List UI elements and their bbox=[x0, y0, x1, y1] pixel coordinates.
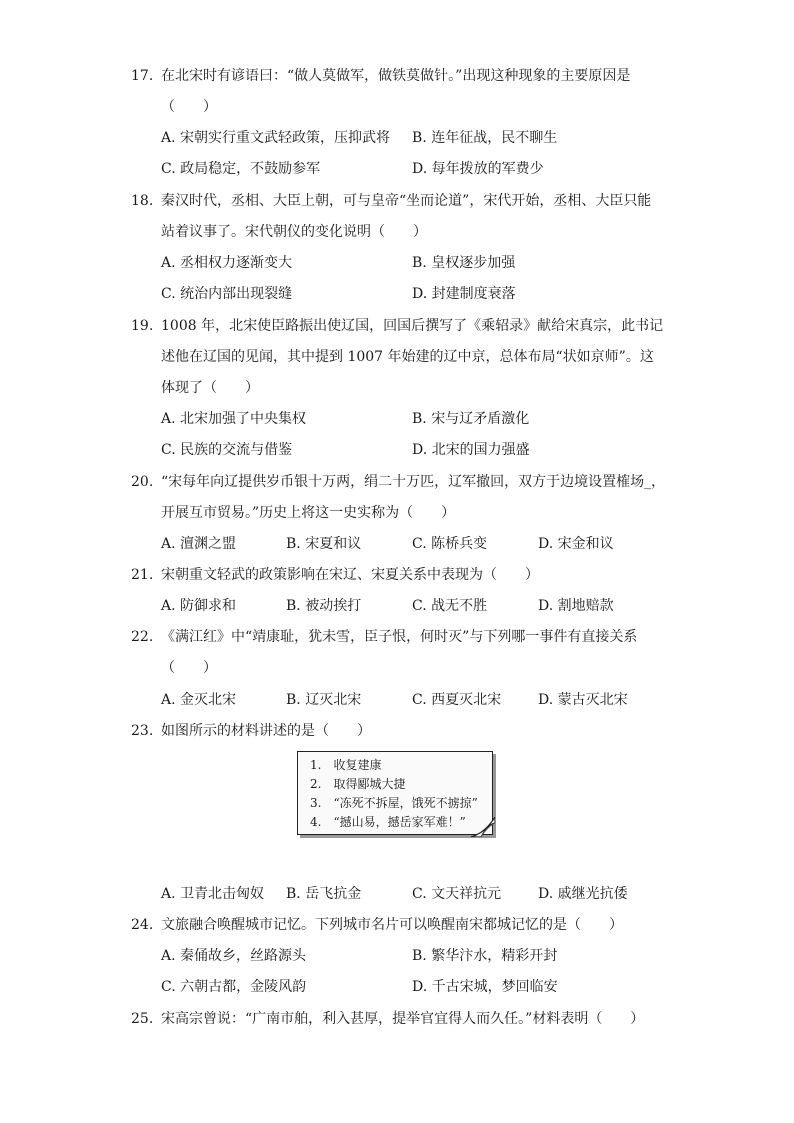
option-a[interactable]: A. 卫青北击匈奴 bbox=[161, 886, 265, 902]
option-d[interactable]: D. 宋金和议 bbox=[538, 536, 614, 552]
option-a[interactable]: A. 丞相权力逐渐变大 bbox=[161, 255, 293, 271]
option-c[interactable]: C. 西夏灭北宋 bbox=[412, 692, 502, 708]
material-item: 1. 收复建康 bbox=[310, 758, 382, 772]
question-stem-line: （ ） bbox=[161, 660, 217, 676]
question-number: 17. bbox=[131, 68, 154, 84]
option-c[interactable]: C. 陈桥兵变 bbox=[412, 536, 488, 552]
option-d[interactable]: D. 千古宋城，梦回临安 bbox=[412, 979, 558, 995]
question-stem-line: 述他在辽国的见闻，其中提到 1007 年始建的辽中京，总体布局“状如京师”。这 bbox=[161, 349, 654, 365]
question-stem-line: 在北宋时有谚语曰：“做人莫做军，做铁莫做针。”出现这种现象的主要原因是 bbox=[161, 68, 631, 84]
option-b[interactable]: B. 被动挨打 bbox=[286, 598, 362, 614]
option-a[interactable]: A. 防御求和 bbox=[161, 598, 237, 614]
option-a[interactable]: A. 秦俑故乡，丝路源头 bbox=[161, 948, 307, 964]
material-item: 2. 取得郾城大捷 bbox=[310, 777, 406, 791]
option-c[interactable]: C. 政局稳定，不鼓励参军 bbox=[161, 161, 321, 177]
option-d[interactable]: D. 戚继光抗倭 bbox=[538, 886, 628, 902]
material-note-box bbox=[297, 751, 493, 835]
option-d[interactable]: D. 蒙古灭北宋 bbox=[538, 692, 628, 708]
question-stem-line: 站着议事了。宋代朝仪的变化说明（ ） bbox=[161, 224, 427, 240]
option-d[interactable]: D. 割地赔款 bbox=[538, 598, 614, 614]
question-stem-line: 宋高宗曾说：“广南市舶，利入甚厚，提举官宜得人而久任。”材料表明（ ） bbox=[161, 1011, 645, 1027]
option-d[interactable]: D. 每年拨放的军费少 bbox=[412, 161, 544, 177]
question-stem-line: 秦汉时代，丞相、大臣上朝，可与皇帝“坐而论道”，宋代开始，丞相、大臣只能 bbox=[161, 193, 652, 209]
option-c[interactable]: C. 战无不胜 bbox=[412, 598, 488, 614]
option-b[interactable]: B. 宋夏和议 bbox=[286, 536, 362, 552]
material-figure bbox=[297, 751, 497, 839]
question-number: 21. bbox=[131, 567, 154, 583]
question-stem-line: 开展互市贸易。”历史上将这一史实称为（ ） bbox=[161, 505, 456, 521]
material-item: 4. “撼山易，撼岳家军难！” bbox=[310, 815, 466, 829]
option-a[interactable]: A. 澶渊之盟 bbox=[161, 536, 237, 552]
question-stem-line: 文旅融合唤醒城市记忆。下列城市名片可以唤醒南宋都城记忆的是（ ） bbox=[161, 917, 623, 933]
question-stem-line: “宋每年向辽提供岁币银十万两，绢二十万匹，辽军撤回，双方于边境设置榷场_， bbox=[161, 474, 666, 490]
option-a[interactable]: A. 北宋加强了中央集权 bbox=[161, 411, 307, 427]
option-a[interactable]: A. 金灭北宋 bbox=[161, 692, 237, 708]
question-number: 19. bbox=[131, 318, 154, 334]
option-d[interactable]: D. 北宋的国力强盛 bbox=[412, 442, 530, 458]
option-c[interactable]: C. 六朝古都，金陵风韵 bbox=[161, 979, 307, 995]
question-number: 24. bbox=[131, 917, 154, 933]
question-stem-line: 《满江红》中“靖康耻，犹未雪，臣子恨，何时灭”与下列哪一事件有直接关系 bbox=[161, 629, 638, 645]
question-stem-line: 如图所示的材料讲述的是（ ） bbox=[161, 723, 371, 739]
question-number: 25. bbox=[131, 1011, 154, 1027]
option-b[interactable]: B. 宋与辽矛盾激化 bbox=[412, 411, 530, 427]
page-curl-icon bbox=[471, 817, 495, 837]
question-stem-line: 体现了（ ） bbox=[161, 380, 259, 396]
option-c[interactable]: C. 民族的交流与借鉴 bbox=[161, 442, 293, 458]
option-b[interactable]: B. 辽灭北宋 bbox=[286, 692, 362, 708]
option-b[interactable]: B. 皇权逐步加强 bbox=[412, 255, 516, 271]
question-stem-line: 1008 年，北宋使臣路振出使辽国，回国后撰写了《乘轺录》献给宋真宗，此书记 bbox=[161, 318, 664, 334]
question-stem-line: 宋朝重文轻武的政策影响在宋辽、宋夏关系中表现为（ ） bbox=[161, 567, 539, 583]
material-item: 3. “冻死不拆屋，饿死不掳掠” bbox=[310, 796, 478, 810]
question-number: 23. bbox=[131, 723, 154, 739]
option-c[interactable]: C. 统治内部出现裂缝 bbox=[161, 286, 293, 302]
option-a[interactable]: A. 宋朝实行重文武轻政策，压抑武将 bbox=[161, 130, 391, 146]
option-b[interactable]: B. 连年征战，民不聊生 bbox=[412, 130, 558, 146]
option-c[interactable]: C. 文天祥抗元 bbox=[412, 886, 502, 902]
question-stem-line: （ ） bbox=[161, 99, 217, 115]
question-number: 22. bbox=[131, 629, 154, 645]
option-d[interactable]: D. 封建制度衰落 bbox=[412, 286, 516, 302]
question-number: 18. bbox=[131, 193, 154, 209]
option-b[interactable]: B. 繁华汴水，精彩开封 bbox=[412, 948, 558, 964]
option-b[interactable]: B. 岳飞抗金 bbox=[286, 886, 362, 902]
question-number: 20. bbox=[131, 474, 154, 490]
